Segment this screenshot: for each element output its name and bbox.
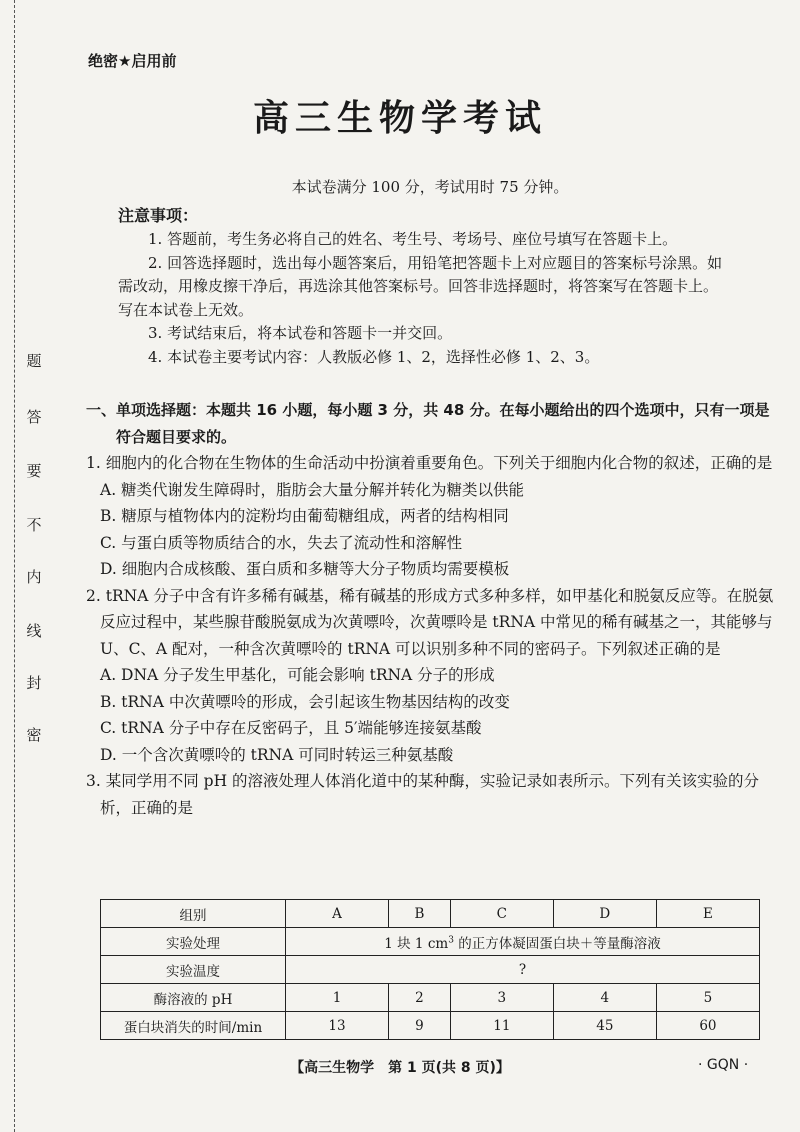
notice-item: 3. 考试结束后，将本试卷和答题卡一并交回。	[148, 324, 453, 342]
treatment-text: 1 块 1 cm	[384, 935, 449, 952]
table-row	[101, 928, 760, 956]
binding-char: 内	[26, 568, 42, 586]
binding-char: 要	[26, 462, 42, 480]
notice-list	[118, 228, 728, 369]
questions	[86, 397, 776, 821]
question-2-option: D. 一个含次黄嘌呤的 tRNA 可同时转运三种氨基酸	[100, 745, 454, 764]
table-group: E	[656, 900, 759, 928]
section-heading: 一、单项选择题：本题共 16 小题，每小题 3 分，共 48 分。在每小题给出的四个选项中，只有一项是符合题目要求的。	[86, 401, 770, 446]
confidential-mark: 绝密★启用前	[88, 52, 177, 70]
table-group: D	[553, 900, 656, 928]
question-1-option: D. 细胞内合成核酸、蛋白质和多糖等大分子物质均需要模板	[100, 560, 510, 578]
paper-code: · GQN ·	[698, 1057, 749, 1073]
temperature-cell: ?	[286, 956, 760, 984]
question-1-stem: 1. 细胞内的化合物在生物体的生命活动中扮演着重要角色。下列关于细胞内化合物的叙述，正确的是	[86, 454, 773, 472]
page-title: 高三生物学考试	[252, 98, 547, 139]
question-2-option: B. tRNA 中次黄嘌呤的形成，会引起该生物基因结构的改变	[100, 692, 510, 711]
page-footer: 【高三生物学 第 1 页(共 8 页)】	[290, 1060, 510, 1076]
ph-cell: 5	[656, 984, 759, 1012]
table-group: B	[389, 900, 451, 928]
question-2-stem: 2. tRNA 分子中含有许多稀有碱基，稀有碱基的形成方式多种多样，如甲基化和脱氨反应等。在脱氨反应过程中，某些腺苷酸脱氨成为次黄嘌呤，次黄嘌呤是 tRNA 中常见的稀有碱基之一，其能够与 U、C、A 配对，一种含次黄嘌呤的 tRNA 可以识别多种不同的密码子。下列叙述正确的是	[86, 586, 774, 658]
notice-item: 1. 答题前，考生务必将自己的姓名、考生号、考场号、座位号填写在答题卡上。	[148, 230, 678, 248]
table-row	[101, 900, 760, 928]
question-1-option: A. 糖类代谢发生障碍时，脂肪会大量分解并转化为糖类以供能	[100, 480, 525, 499]
treatment-cell	[286, 928, 760, 956]
treatment-text: 的正方体凝固蛋白块＋等量酶溶液	[453, 935, 661, 952]
notice-item: 4. 本试卷主要考试内容：人教版必修 1、2，选择性必修 1、2、3。	[148, 347, 600, 366]
time-cell: 9	[389, 1012, 451, 1040]
binding-char: 答	[26, 408, 42, 426]
ph-cell: 2	[389, 984, 451, 1012]
table-row-label: 实验温度	[101, 956, 286, 984]
table-row	[101, 956, 760, 984]
notice-heading: 注意事项：	[118, 206, 199, 225]
binding-char: 题	[26, 352, 42, 370]
notice-item: 2. 回答选择题时，选出每小题答案后，用铅笔把答题卡上对应题目的答案标号涂黑。如需改动，用橡皮擦干净后，再选涂其他答案标号。回答非选择题时，将答案写在答题卡上。写在本试卷上无效。	[118, 253, 723, 319]
table-row-label: 蛋白块消失的时间/min	[101, 1012, 286, 1040]
ph-cell: 3	[450, 984, 553, 1012]
question-2-option: C. tRNA 分子中存在反密码子，且 5′端能够连接氨基酸	[100, 719, 482, 737]
binding-char: 密	[26, 726, 42, 744]
ph-cell: 4	[553, 984, 656, 1012]
time-cell: 45	[553, 1012, 656, 1040]
time-cell: 13	[286, 1012, 389, 1040]
question-3-stem: 3. 某同学用不同 pH 的溶液处理人体消化道中的某种酶，实验记录如表所示。下列有关该实验的分析，正确的是	[86, 772, 760, 817]
experiment-table	[100, 899, 760, 1040]
binding-char: 不	[26, 516, 42, 534]
table-row	[101, 984, 760, 1012]
question-2-option: A. DNA 分子发生甲基化，可能会影响 tRNA 分子的形成	[100, 666, 495, 684]
exam-info: 本试卷满分 100 分，考试用时 75 分钟。	[291, 178, 569, 196]
table-row	[101, 1012, 760, 1040]
table-row-label: 实验处理	[101, 928, 286, 956]
table-group: C	[450, 900, 553, 928]
table-row-label: 酶溶液的 pH	[101, 984, 286, 1012]
binding-char: 线	[26, 622, 42, 640]
binding-char: 封	[26, 674, 42, 692]
table-group: A	[286, 900, 389, 928]
treatment-sup: 3	[448, 935, 454, 945]
time-cell: 11	[450, 1012, 553, 1040]
question-1-option: B. 糖原与植物体内的淀粉均由葡萄糖组成，两者的结构相同	[100, 507, 509, 525]
question-1-option: C. 与蛋白质等物质结合的水，失去了流动性和溶解性	[100, 533, 463, 552]
time-cell: 60	[656, 1012, 759, 1040]
binding-dashed-line	[14, 0, 15, 1132]
ph-cell: 1	[286, 984, 389, 1012]
table-header-label: 组别	[101, 900, 286, 928]
